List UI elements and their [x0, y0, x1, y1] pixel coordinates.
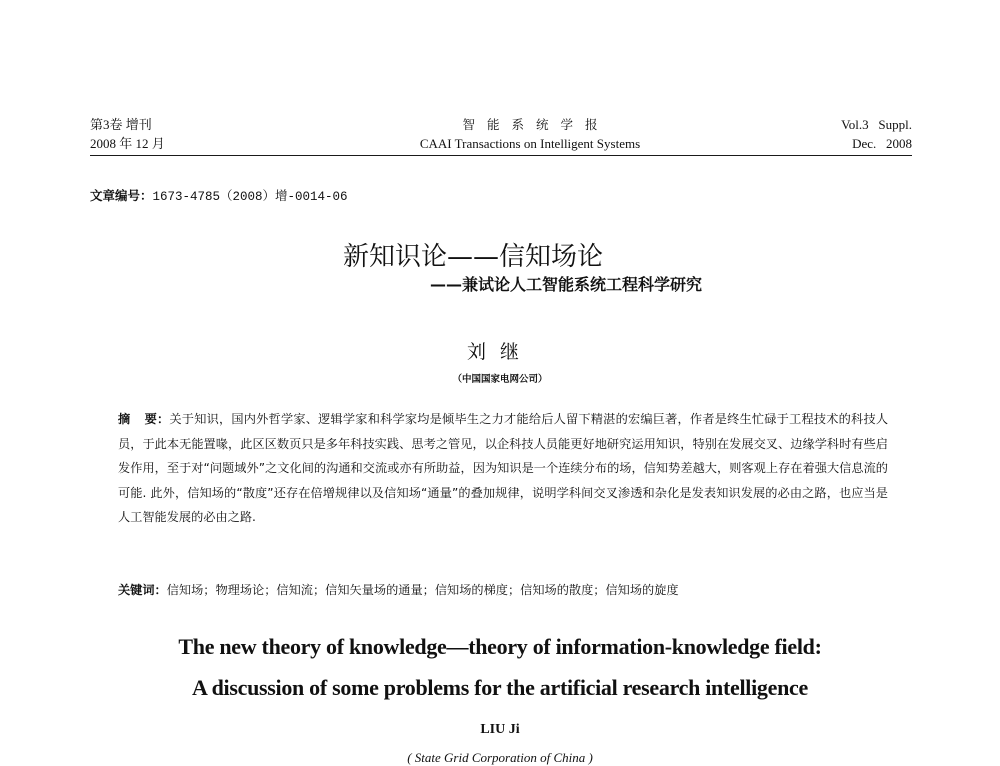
- issue-date: 2008 年 12 月: [90, 136, 165, 151]
- affiliation-cn: （中国国家电网公司）: [452, 374, 548, 385]
- article-number-label: 文章编号：: [90, 188, 153, 203]
- journal-title-en: CAAI Transactions on Intelligent Systems: [419, 136, 641, 151]
- keywords-cn: [118, 580, 898, 600]
- affiliation-en: ( State Grid Corporation of China ): [407, 750, 593, 765]
- abstract-text: 关于知识，国内外哲学家、逻辑学家和科学家均是倾毕生之力才能给后人留下精湛的宏编巨著，作者是终生忙碌于工程技术的科技人员，于此本无能置喙，此区区数页只是多年科技实践、思考之管见，以企科技人员能更好地研究运用知识，特别在发展交叉、边缘学科时有些启发作用，至于对“问题域外”之文化间的沟通和交流或亦有所助益，因为知识是一个连续分布的场，信知势差越大，则客观上存在着强大信息流的可能. 此外，信知场的“散度”还存在倍增规律以及信知场“通量”的叠加规律，说明学科间交叉渗透和杂化是发表知识发展的必由之路，也应当是人工智能发展的必由之路.: [118, 412, 889, 524]
- year-en: 2008: [886, 136, 912, 151]
- volume-en: Vol.3: [841, 117, 869, 132]
- header-divider: [90, 155, 912, 156]
- abstract-cn: [118, 407, 888, 530]
- running-header-right: [800, 115, 912, 153]
- running-header-center: [380, 115, 680, 153]
- title-cn: 新知识论——信知场论: [343, 242, 604, 272]
- keywords-label: 关键词：: [118, 583, 167, 597]
- volume-issue: 第3卷 增刊: [90, 117, 152, 132]
- journal-title-cn: 智能系统学报: [462, 117, 610, 132]
- title-en: The new theory of knowledge—theory of information-knowledge field:: [178, 634, 822, 659]
- author-en: LIU Ji: [480, 722, 520, 737]
- subtitle-cn: ——兼试论人工智能系统工程科学研究: [430, 275, 703, 294]
- article-number: [90, 186, 348, 204]
- keywords-text: 信知场；物理场论；信知流；信知矢量场的通量；信知场的梯度；信知场的散度；信知场的旋度: [166, 583, 679, 597]
- author-cn: 刘继: [466, 341, 533, 363]
- abstract-label: 摘 要：: [118, 412, 170, 426]
- month-en: Dec.: [852, 136, 877, 151]
- article-number-value: 1673-4785（2008）增-0014-06: [152, 190, 348, 204]
- running-header-left: [90, 115, 165, 153]
- subtitle-en: A discussion of some problems for the artificial research intelligence: [192, 675, 808, 700]
- supplement-label: Suppl.: [878, 117, 912, 132]
